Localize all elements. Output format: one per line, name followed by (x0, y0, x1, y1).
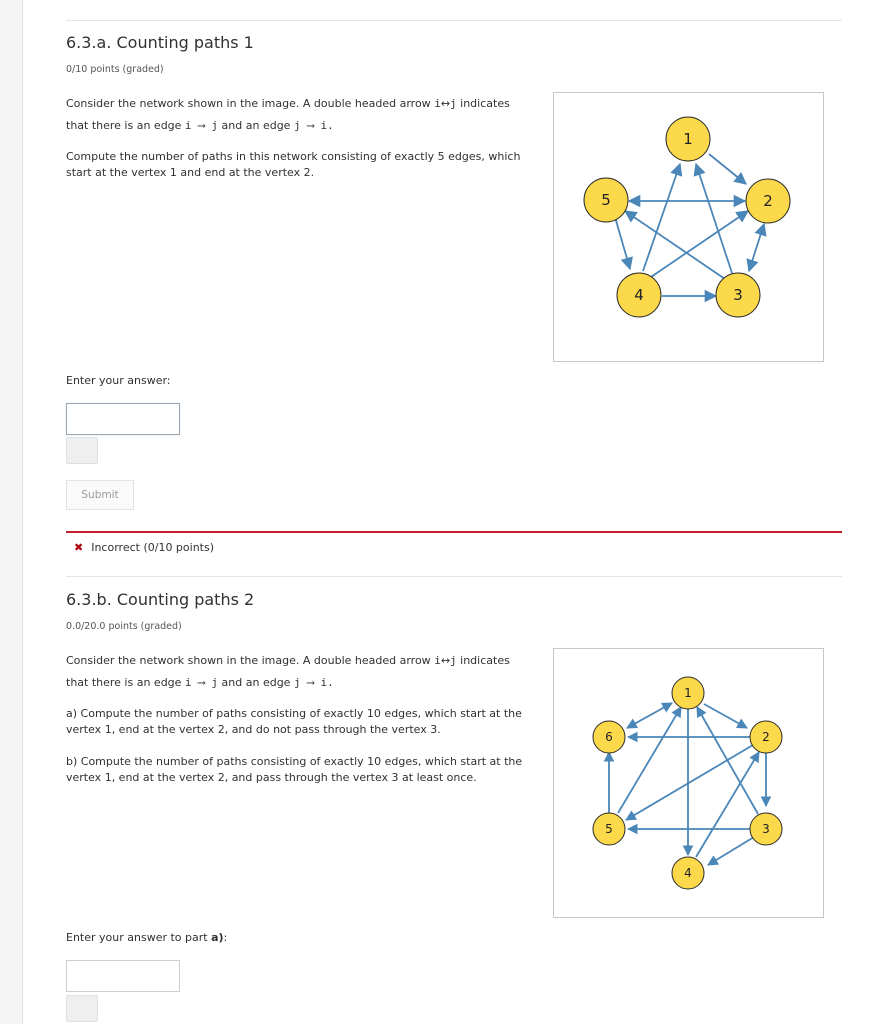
incorrect-icon: ✖ (74, 541, 84, 554)
top-divider (66, 20, 842, 21)
var-i: i (434, 97, 441, 110)
var-j: j (450, 97, 457, 110)
problem-b-part-b: b) Compute the number of paths consisting of exactly 10 edges, which start at the vertex 1, end at the vertex 2, and pass through the vertex 3 at least once. (66, 755, 523, 784)
edge-3-1 (696, 164, 732, 273)
problem-a-text (66, 93, 536, 192)
edge-1-2 (704, 704, 747, 728)
answer-label-b-colon: : (223, 931, 228, 944)
answer-input-a[interactable] (66, 403, 180, 435)
problem-a-points: 0/10 points (graded) (66, 64, 164, 75)
intro-text-mid: indicates (456, 654, 510, 667)
intro-text: Consider the network shown in the image. A double headed arrow (66, 654, 435, 667)
node-3-label: 3 (762, 822, 770, 836)
answer-label-a: Enter your answer: (66, 374, 171, 387)
edge-5-1 (618, 707, 681, 813)
and-text: and an edge (218, 119, 294, 132)
node-5-label: 5 (601, 191, 611, 209)
edge-4-1 (643, 164, 680, 271)
double-arrow: ↔ (440, 654, 451, 667)
network-graph-a (554, 93, 823, 361)
intro-text: Consider the network shown in the image. A double headed arrow (66, 97, 435, 110)
node-3-label: 3 (733, 286, 743, 304)
network-graph-b (554, 649, 823, 917)
problem-b-title: 6.3.b. Counting paths 2 (66, 590, 255, 609)
left-rail (0, 0, 23, 1024)
node-1-label: 1 (683, 130, 693, 148)
node-5-label: 5 (605, 822, 613, 836)
problem-b-points: 0.0/20.0 points (graded) (66, 621, 182, 632)
status-text: Incorrect (0/10 points) (91, 541, 215, 554)
edge-2-5 (626, 745, 753, 820)
problem-a-question: Compute the number of paths in this network consisting of exactly 5 edges, which start at the vertex 1 and end at the vertex 2. (66, 150, 521, 179)
node-2-label: 2 (762, 730, 770, 744)
problem-a (66, 33, 842, 75)
node-4-label: 4 (684, 866, 692, 880)
problem-b-part-a: a) Compute the number of paths consisting of exactly 10 edges, which start at the vertex 1, end at the vertex 2, and do not pass through the vertex 3. (66, 707, 522, 736)
submit-button[interactable]: Submit (66, 480, 134, 510)
problem-b (66, 590, 842, 632)
node-4-label: 4 (634, 286, 644, 304)
node-1-label: 1 (684, 686, 692, 700)
edge-1-2 (709, 154, 746, 184)
error-divider (66, 531, 842, 533)
edge-4-2 (696, 752, 759, 857)
problem-b-text (66, 650, 536, 797)
network-figure-b (553, 648, 824, 918)
and-text: and an edge (218, 676, 294, 689)
answer-label-b-part: a) (211, 931, 224, 944)
answer-label-b-text: Enter your answer to part (66, 931, 212, 944)
node-6-label: 6 (605, 730, 613, 744)
section-divider (66, 576, 842, 577)
node-2-label: 2 (763, 192, 773, 210)
edge-5-4 (615, 217, 630, 269)
var-i: i (434, 654, 441, 667)
edge-ij: i ⟶ j (184, 119, 219, 132)
edge-3-4 (708, 837, 754, 865)
edge-ji: j ⟶ i. (293, 119, 334, 132)
edge-3-5 (625, 211, 725, 279)
answer-status-box-a (66, 437, 98, 464)
edge-6-1 (627, 703, 672, 728)
edge-ji: j ⟶ i. (293, 676, 334, 689)
edge-2-3 (749, 224, 764, 271)
edge-ij: i ⟶ j (184, 676, 219, 689)
status-message (74, 541, 214, 554)
intro-line2: that there is an edge (66, 676, 185, 689)
answer-status-box-b (66, 995, 98, 1022)
network-figure-a (553, 92, 824, 362)
intro-line2: that there is an edge (66, 119, 185, 132)
double-arrow: ↔ (440, 97, 451, 110)
answer-input-b[interactable] (66, 960, 180, 992)
answer-label-b (66, 931, 227, 944)
problem-a-title: 6.3.a. Counting paths 1 (66, 33, 254, 52)
edge-4-2 (648, 211, 748, 279)
var-j: j (450, 654, 457, 667)
intro-text-mid: indicates (456, 97, 510, 110)
